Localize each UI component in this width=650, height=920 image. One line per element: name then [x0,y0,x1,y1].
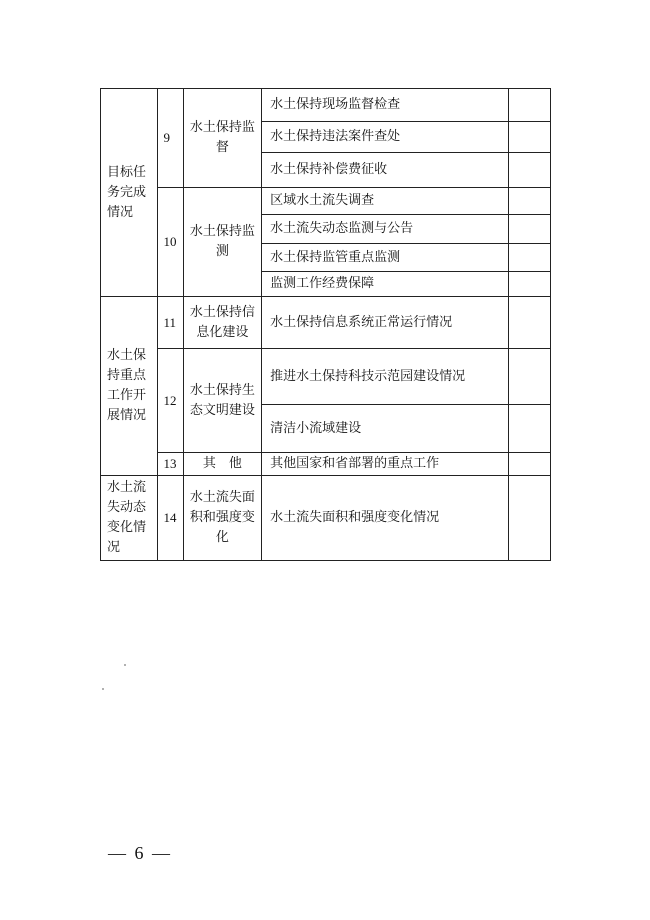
page-number: — 6 — [108,843,172,863]
evaluation-table [100,88,551,561]
row-number: 11 [157,297,183,349]
item-detail: 水土保持违法案件查处 [262,122,509,153]
score-cell[interactable] [509,405,551,453]
score-cell[interactable] [509,153,551,188]
score-cell[interactable] [509,89,551,122]
score-cell[interactable] [509,188,551,215]
score-cell[interactable] [509,349,551,405]
row-number: 9 [157,89,183,188]
item-name: 水土保持监测 [183,188,261,297]
score-cell[interactable] [509,244,551,272]
scan-speck [102,688,104,690]
item-detail: 水土流失面积和强度变化情况 [262,476,509,561]
category-cell: 目标任务完成情况 [101,89,158,297]
scan-speck [124,664,126,666]
item-name: 水土流失面积和强度变化 [183,476,261,561]
row-number: 10 [157,188,183,297]
item-detail: 清洁小流域建设 [262,405,509,453]
item-detail: 监测工作经费保障 [262,272,509,297]
item-detail: 水土保持现场监督检查 [262,89,509,122]
score-cell[interactable] [509,122,551,153]
item-name: 水土保持生态文明建设 [183,349,261,453]
score-cell[interactable] [509,272,551,297]
row-number: 13 [157,453,183,476]
item-detail: 水土流失动态监测与公告 [262,215,509,244]
score-cell[interactable] [509,476,551,561]
item-detail: 区域水土流失调查 [262,188,509,215]
item-detail: 其他国家和省部署的重点工作 [262,453,509,476]
row-number: 12 [157,349,183,453]
item-name: 水土保持信息化建设 [183,297,261,349]
score-cell[interactable] [509,297,551,349]
category-cell: 水土保持重点工作开展情况 [101,297,158,476]
row-number: 14 [157,476,183,561]
score-cell[interactable] [509,215,551,244]
item-detail: 推进水土保持科技示范园建设情况 [262,349,509,405]
item-name: 其 他 [183,453,261,476]
score-cell[interactable] [509,453,551,476]
item-name: 水土保持监督 [183,89,261,188]
item-detail: 水土保持监管重点监测 [262,244,509,272]
item-detail: 水土保持补偿费征收 [262,153,509,188]
item-detail: 水土保持信息系统正常运行情况 [262,297,509,349]
category-cell: 水土流失动态变化情况 [101,476,158,561]
